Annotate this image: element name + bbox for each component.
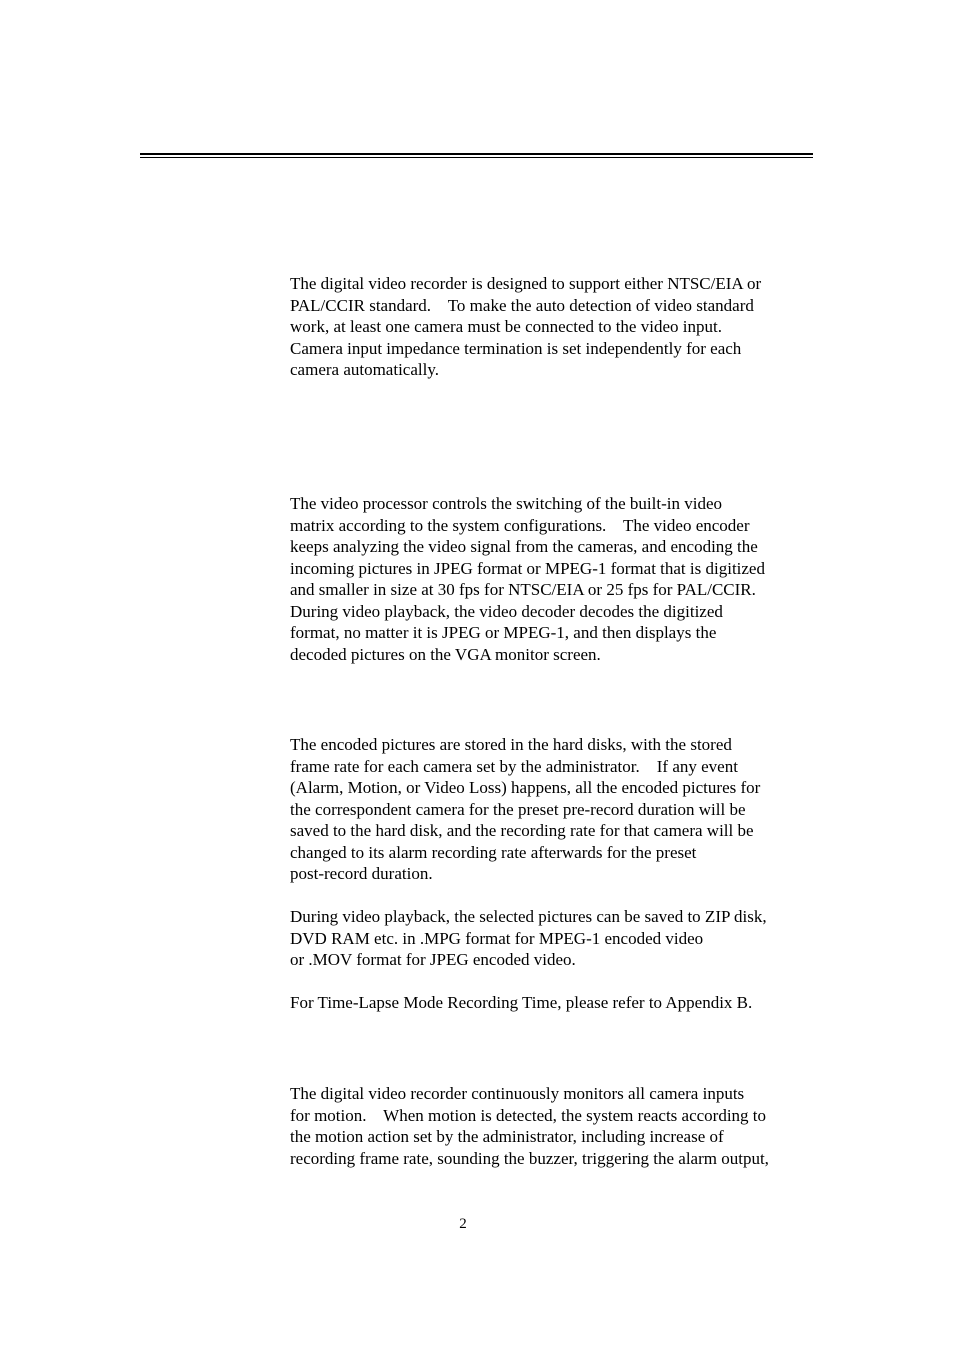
paragraph-motion-detection [290, 1083, 830, 1169]
text-line: matrix according to the system configurations. The video encoder [290, 515, 750, 535]
header-rule-thin [140, 157, 813, 158]
text-line: During video playback, the selected pictures can be saved to ZIP disk, [290, 907, 767, 926]
text-line: PAL/CCIR standard. To make the auto detection of video standard [290, 295, 754, 315]
paragraph-recording [290, 734, 830, 885]
text-line: frame rate for each camera set by the administrator. If any event [290, 756, 738, 776]
text-line: decoded pictures on the VGA monitor screen. [290, 644, 601, 664]
text-line: incoming pictures in JPEG format or MPEG-1 format that is digitized [290, 558, 765, 578]
text-line: changed to its alarm recording rate afterwards for the preset [290, 842, 697, 862]
paragraph-playback-save [290, 906, 830, 971]
text-line: for motion. When motion is detected, the system reacts according to [290, 1105, 767, 1125]
text-line: The digital video recorder continuously monitors all camera inputs [290, 1084, 745, 1103]
text-line: Camera input impedance termination is set independently for each [290, 338, 742, 358]
text-line: recording frame rate, sounding the buzzer, triggering the alarm output, [290, 1148, 769, 1168]
text-line: camera automatically. [290, 360, 439, 379]
text-line: The video processor controls the switching of the built-in video [290, 494, 722, 513]
text-line: format, no matter it is JPEG or MPEG-1, and then displays the [290, 623, 717, 642]
text-line: the motion action set by the administrator, including increase of [290, 1127, 724, 1146]
text-line: work, at least one camera must be connected to the video input. [290, 317, 722, 336]
text-line: or .MOV format for JPEG encoded video. [290, 950, 576, 969]
text-line: (Alarm, Motion, or Video Loss) happens, all the encoded pictures for [290, 778, 761, 797]
text-line: post-record duration. [290, 864, 433, 883]
header-rule-thick [140, 153, 813, 155]
text-line: During video playback, the video decoder decodes the digitized [290, 601, 723, 621]
text-line: For Time-Lapse Mode Recording Time, please refer to Appendix B. [290, 993, 753, 1012]
text-line: saved to the hard disk, and the recording rate for that camera will be [290, 821, 754, 840]
text-line: keeps analyzing the video signal from the cameras, and encoding the [290, 537, 758, 556]
text-line: and smaller in size at 30 fps for NTSC/EIA or 25 fps for PAL/CCIR. [290, 580, 756, 599]
text-line: The encoded pictures are stored in the hard disks, with the stored [290, 735, 732, 754]
text-line: the correspondent camera for the preset pre-record duration will be [290, 799, 746, 819]
paragraph-video-standard [290, 273, 830, 381]
page-number: 2 [459, 1216, 467, 1232]
paragraph-video-processing [290, 493, 830, 665]
text-line: DVD RAM etc. in .MPG format for MPEG-1 encoded video [290, 928, 704, 948]
text-line: The digital video recorder is designed to support either NTSC/EIA or [290, 274, 762, 293]
paragraph-time-lapse [290, 992, 830, 1014]
